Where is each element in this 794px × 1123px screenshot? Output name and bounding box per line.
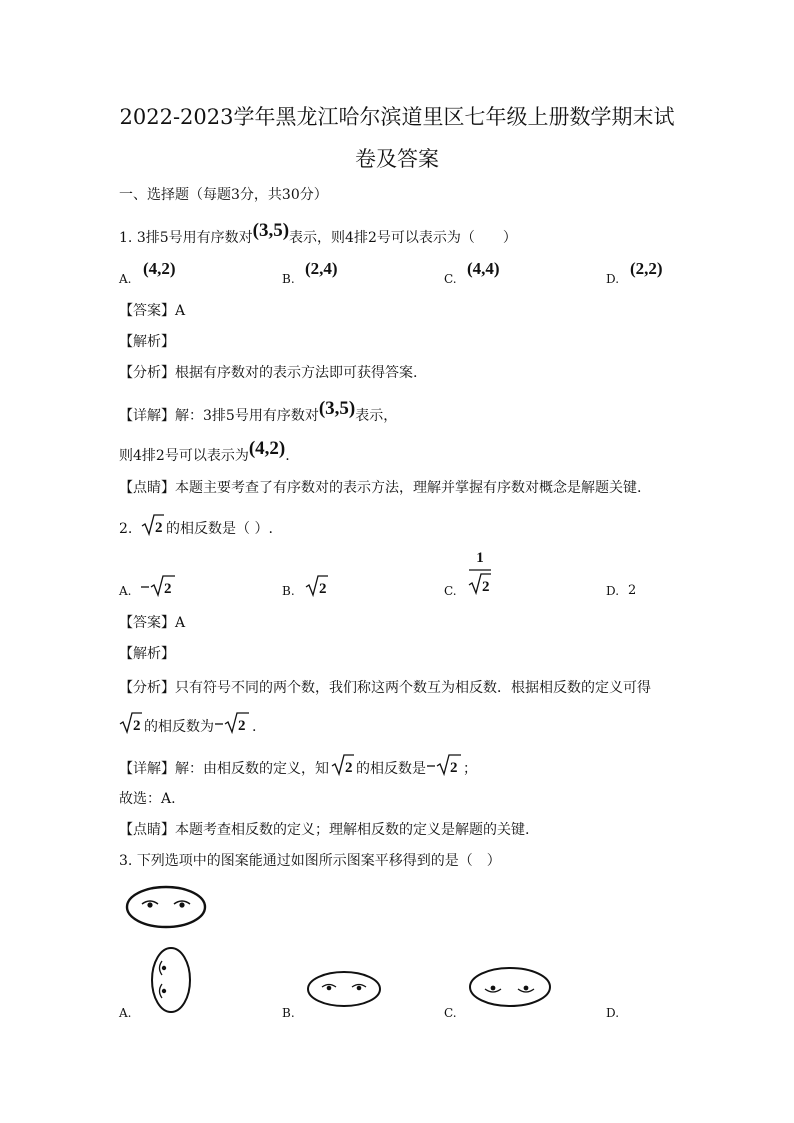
q2-analysis-line2-text: 的相反数为 [144, 719, 214, 735]
q2-sqrt2-symbol [141, 512, 165, 536]
q1-stem-math: (3,5) [252, 220, 290, 241]
document-title-line1: 2022-2023学年黑龙江哈尔滨道里区七年级上册数学期末试 [119, 105, 675, 129]
q3-stem-text: 下列选项中的图案能通过如图所示图案平移得到的是（ ） [136, 853, 501, 869]
svg-text:2: 2 [238, 718, 246, 734]
document-title-line2: 卷及答案 [355, 147, 439, 171]
q2-detail-sqrt2 [331, 752, 355, 776]
q2-option-a-label: A. [119, 584, 132, 598]
svg-text:2: 2 [450, 760, 458, 776]
q1-detail-line2-tail: . [285, 448, 290, 464]
q3-stem [119, 852, 501, 870]
q2-option-c-label: C. [444, 584, 457, 598]
q1-option-a-label: A. [119, 272, 132, 286]
q2-option-b-label: B. [282, 584, 295, 598]
q2-detail-end: ； [463, 761, 477, 777]
q1-option-d-value: (2,2) [630, 259, 663, 278]
q3-number: 3. [119, 853, 133, 869]
q2-stem: 的相反数是（ ）. [166, 521, 273, 537]
q2-analysis-sqrt2 [119, 710, 143, 734]
q1-option-b-label: B. [282, 272, 295, 286]
q1-analysis-title: 【解析】 [119, 334, 175, 350]
q2-analysis-line2-end: . [252, 719, 257, 735]
svg-text:2: 2 [133, 718, 141, 734]
q3-option-c-image [468, 966, 554, 1010]
q1-detail-math: (3,5) [318, 398, 356, 419]
q1-detail-line2 [119, 438, 290, 465]
q2-option-b-value [305, 573, 329, 597]
q1-stem-text: 3排5号用有序数对 [136, 230, 253, 246]
q2-detail-mid: 的相反数是 [356, 761, 426, 777]
q2-answer: 【答案】A [119, 615, 186, 631]
q1-number: 1. [119, 230, 133, 246]
q1-stem-tail: 表示，则4排2号可以表示为（ ） [289, 230, 517, 246]
q1-option-d-label: D. [606, 272, 620, 286]
q1-key-point: 【点睛】本题主要考查了有序数对的表示方法，理解并掌握有序数对概念是解题关键. [119, 480, 642, 496]
q2-detail-neg-sqrt2 [426, 752, 462, 776]
q1-option-c-label: C. [444, 272, 457, 286]
q1-detail-text: 【详解】解：3排5号用有序数对 [119, 408, 319, 424]
q1-detail-line2-math: (4,2) [248, 438, 286, 459]
q2-option-c-denominator [467, 569, 493, 595]
q2-option-d-value: 2 [628, 583, 637, 598]
q3-reference-face-image [125, 885, 209, 931]
q1-detail-tail: 表示， [355, 408, 398, 424]
q3-option-a-label: A. [119, 1006, 132, 1020]
q1-option-c-value: (4,4) [467, 259, 500, 278]
q2-analysis-line1: 【分析】只有符号不同的两个数，我们称这两个数互为相反数．根据相反数的定义可得 [119, 680, 651, 696]
svg-text:2: 2 [155, 520, 163, 536]
q2-analysis-title: 【解析】 [119, 646, 175, 662]
q3-option-b-image [306, 970, 384, 1010]
q2-option-c-numerator: 1 [476, 550, 484, 566]
q3-option-c-label: C. [444, 1006, 457, 1020]
q1-option-a-value: (4,2) [143, 259, 176, 278]
q2-number: 2. [119, 521, 133, 537]
q2-key-point: 【点睛】本题考查相反数的定义；理解相反数的定义是解题的关键. [119, 822, 530, 838]
svg-text:2: 2 [319, 581, 327, 597]
svg-text:2: 2 [482, 579, 490, 595]
q1-answer: 【答案】A [119, 303, 186, 319]
q2-option-d-label: D. [606, 584, 620, 598]
svg-text:2: 2 [164, 581, 172, 597]
q1-detail-line1 [119, 398, 398, 425]
q1-detail-line2-text: 则4排2号可以表示为 [119, 448, 249, 464]
q1-analysis: 【分析】根据有序数对的表示方法即可获得答案. [119, 365, 418, 381]
q2-detail-text: 【详解】解：由相反数的定义，知 [119, 761, 329, 777]
q3-option-d-label: D. [606, 1006, 620, 1020]
q1-option-b-value: (2,4) [305, 259, 338, 278]
q3-option-a-image [150, 946, 196, 1016]
q2-conclusion: 故选：A. [119, 791, 176, 807]
section-heading: 一、选择题（每题3分，共30分） [119, 187, 328, 203]
svg-text:2: 2 [345, 760, 353, 776]
q2-option-a-value [140, 573, 176, 597]
q2-analysis-neg-sqrt2 [214, 710, 250, 734]
q1-stem [119, 220, 517, 247]
q3-option-b-label: B. [282, 1006, 295, 1020]
